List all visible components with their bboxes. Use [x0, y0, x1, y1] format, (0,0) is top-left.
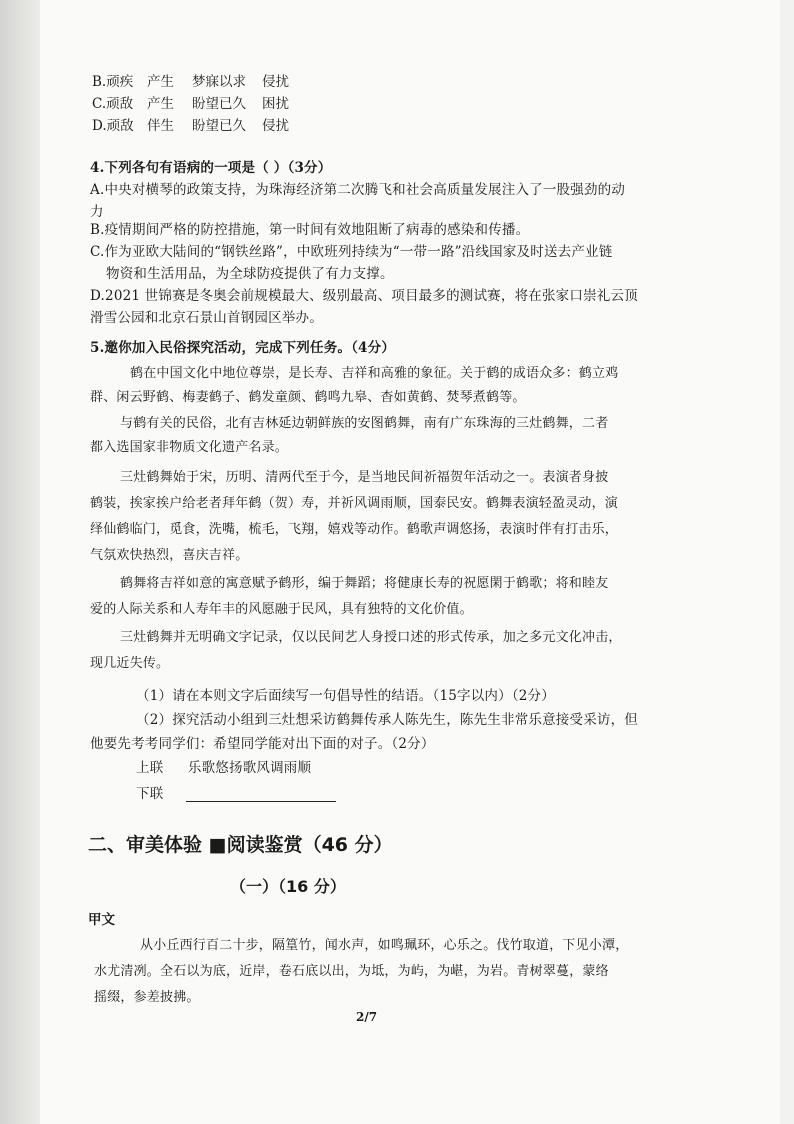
option-d-label: D.顽敌: [92, 118, 134, 134]
q5-para4-line1: 鹤舞将吉祥如意的寓意赋予鹤形，编于舞蹈；将健康长寿的祝愿閑于鹤歌；将和睦友: [120, 576, 609, 591]
q4-option-b: B.疫情期间严格的防控措施，第一时间有效地阻断了病毒的感染和传播。: [90, 222, 530, 238]
q4-title: 4.下列各句有语病的一项是（ ）（3分）: [90, 160, 332, 176]
option-d-word3: 盼望已久: [192, 118, 246, 134]
q5-para5-line2: 现几近失传。: [90, 656, 170, 671]
lower-couplet-label: 下联: [136, 786, 164, 802]
lower-couplet-answer-blank[interactable]: [186, 787, 336, 802]
passage-a-line1: 从小丘西行百二十步，隔篁竹，闻水声，如鸣珮环，心乐之。伐竹取道，下见小潭，: [140, 938, 629, 953]
passage-a-line2: 水尤清冽。全石以为底，近岸，卷石底以出，为坻，为屿，为嵁，为岩。青树翠蔓，蒙络: [94, 964, 609, 979]
upper-couplet-label: 上联: [136, 760, 164, 776]
subsection-heading: （一）（16 分）: [230, 877, 346, 896]
q5-title: 5.邀你加入民俗探究活动，完成下列任务。（4分）: [90, 340, 396, 356]
option-c-label: C.顽敌: [92, 96, 134, 112]
option-c-word2: 产生: [147, 96, 174, 112]
q5-para5-line1: 三灶鹤舞并无明确文字记录，仅以民间艺人身授口述的形式传承，加之多元文化冲击，: [120, 630, 622, 645]
option-b-word3: 梦寐以求: [192, 74, 246, 90]
q5-para2-line2: 都入选国家非物质文化遗产名录。: [90, 440, 289, 455]
passage-a-line3: 摇缀，参差披拂。: [94, 990, 200, 1005]
q4-option-c: C.作为亚欧大陆间的“钢铁丝路”，中欧班列持续为“一带一路”沿线国家及时送去产业链: [90, 244, 613, 260]
q5-para3-line3: 绎仙鹤临门，觅食，洗嘴，梳毛，飞翔，嬉戏等动作。鹤歌声调悠扬，表演时伴有打击乐，: [90, 522, 619, 537]
option-b-word4: 侵扰: [262, 74, 289, 90]
q5-para1-line2: 群、闲云野鹤、梅妻鹤子、鹤发童颜、鹤鸣九皋、杳如黄鹤、焚琴煮鹤等。: [90, 390, 526, 405]
option-c-word4: 困扰: [262, 96, 289, 112]
passage-a-label: 甲文: [88, 912, 115, 928]
q5-task2-line1: （2）探究活动小组到三灶想采访鹤舞传承人陈先生，陈先生非常乐意接受采访，但: [136, 712, 638, 728]
q5-para3-line4: 气氛欢快热烈，喜庆吉祥。: [90, 548, 249, 563]
q5-task1: （1）请在本则文字后面续写一句倡导性的结语。（15字以内）（2分）: [136, 688, 555, 704]
page-number: 2/7: [356, 1010, 378, 1024]
q4-option-d-cont: 滑雪公园和北京石景山首钢园区举办。: [90, 310, 323, 326]
scan-edge: [0, 0, 40, 1124]
option-d-word4: 侵扰: [262, 118, 289, 134]
option-b-label: B.顽疾: [92, 74, 134, 90]
option-b-word2: 产生: [147, 74, 174, 90]
option-c-word3: 盼望已久: [192, 96, 246, 112]
section-two-heading: 二、审美体验 ■阅读鉴赏（46 分）: [88, 834, 393, 856]
q5-task2-line2: 他要先考考同学们：希望同学能对出下面的对子。（2分）: [90, 736, 435, 752]
q4-option-a: A.中央对横琴的政策支持，为珠海经济第二次腾飞和社会高质量发展注入了一股强劲的动: [90, 182, 626, 198]
lower-couplet: [136, 782, 336, 802]
upper-couplet-text: 乐歌悠扬歌风调雨顺: [187, 760, 312, 776]
q4-option-a-cont: 力: [90, 204, 104, 220]
q5-para3-line1: 三灶鹤舞始于宋，历明、清两代至于今，是当地民间祈福贺年活动之一。表演者身披: [120, 470, 609, 485]
upper-couplet: [136, 756, 311, 776]
q4-option-c-cont: 物资和生活用品，为全球防疫提供了有力支撑。: [106, 266, 394, 282]
q5-para4-line2: 爱的人际关系和人寿年丰的风愿融于民风，具有独特的文化价值。: [90, 602, 473, 617]
q5-para1-line1: 鹤在中国文化中地位尊崇，是长寿、吉祥和高雅的象征。关于鹤的成语众多：鹤立鸡: [130, 366, 619, 381]
option-d-word2: 伴生: [147, 118, 174, 134]
q5-para2-line1: 与鹤有关的民俗，北有吉林延边朝鲜族的安图鹤舞，南有广东珠海的三灶鹤舞，二者: [120, 416, 609, 431]
q4-option-d: D.2021 世锦赛是冬奥会前规模最大、级别最高、项目最多的测试赛，将在张家口崇礼云顶: [90, 288, 638, 304]
q5-para3-line2: 鹤装，挨家挨户给老者拜年鹤（贺）寿，并祈风调雨顺，国泰民安。鹤舞表演轻盈灵动，演: [90, 496, 619, 511]
